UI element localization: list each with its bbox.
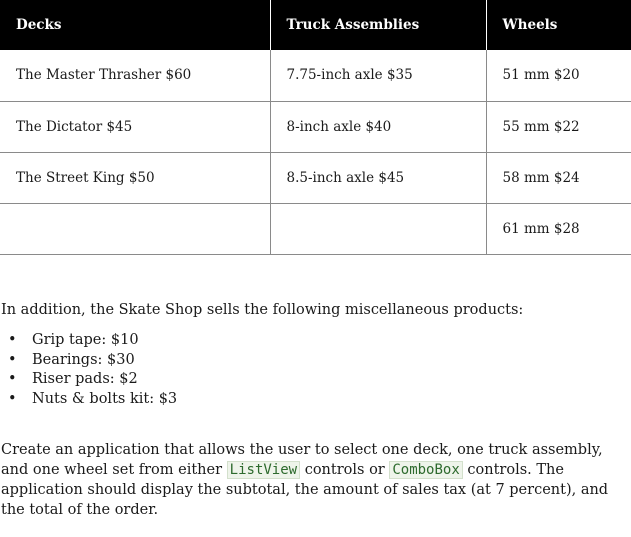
bullet-icon: • — [8, 371, 17, 387]
bullet-icon: • — [8, 351, 17, 368]
list-item-label: Grip tape: $10 — [32, 332, 139, 348]
instructions-paragraph — [1, 440, 626, 520]
misc-intro-paragraph: In addition, the Skate Shop sells the following miscellaneous products: — [1, 302, 524, 318]
table-cell: 7.75-inch axle $35 — [270, 50, 486, 101]
misc-products-list — [0, 331, 177, 409]
header-truck-assemblies: Truck Assemblies — [270, 0, 486, 50]
products-table — [0, 0, 631, 255]
code-listview: ListView — [227, 461, 300, 479]
bullet-icon: • — [8, 332, 17, 348]
list-item — [0, 351, 177, 371]
list-item — [0, 390, 177, 410]
instructions-text: controls or — [300, 462, 390, 478]
header-wheels: Wheels — [486, 0, 631, 50]
table-cell: 58 mm $24 — [486, 152, 631, 203]
table-cell — [0, 203, 270, 254]
table-cell: 8.5-inch axle $45 — [270, 152, 486, 203]
table-cell: The Street King $50 — [0, 152, 270, 203]
code-combobox: ComboBox — [389, 461, 462, 479]
table-row — [0, 152, 631, 203]
table-cell: The Dictator $45 — [0, 101, 270, 152]
table-cell: 8-inch axle $40 — [270, 101, 486, 152]
table-row — [0, 101, 631, 152]
list-item-label: Nuts & bolts kit: $3 — [32, 390, 178, 407]
list-item — [0, 331, 177, 351]
table-cell: 55 mm $22 — [486, 101, 631, 152]
table-cell: The Master Thrasher $60 — [0, 50, 270, 101]
list-item — [0, 370, 177, 390]
bullet-icon: • — [8, 390, 17, 407]
list-item-label: Riser pads: $2 — [32, 371, 138, 387]
table-cell — [270, 203, 486, 254]
table-row — [0, 50, 631, 101]
header-decks: Decks — [0, 0, 270, 50]
table-header-row — [0, 0, 631, 50]
table-cell: 61 mm $28 — [486, 203, 631, 254]
instructions-text: controls. The application should display the subtotal, the amount of sales tax (at 7 percent), and the total of the order. — [1, 462, 609, 518]
instructions-text: Create an application that allows the user to select one deck, one truck assembly, and one wheel set from either — [1, 442, 603, 478]
table-row — [0, 203, 631, 254]
list-item-label: Bearings: $30 — [32, 351, 135, 368]
table-cell: 51 mm $20 — [486, 50, 631, 101]
